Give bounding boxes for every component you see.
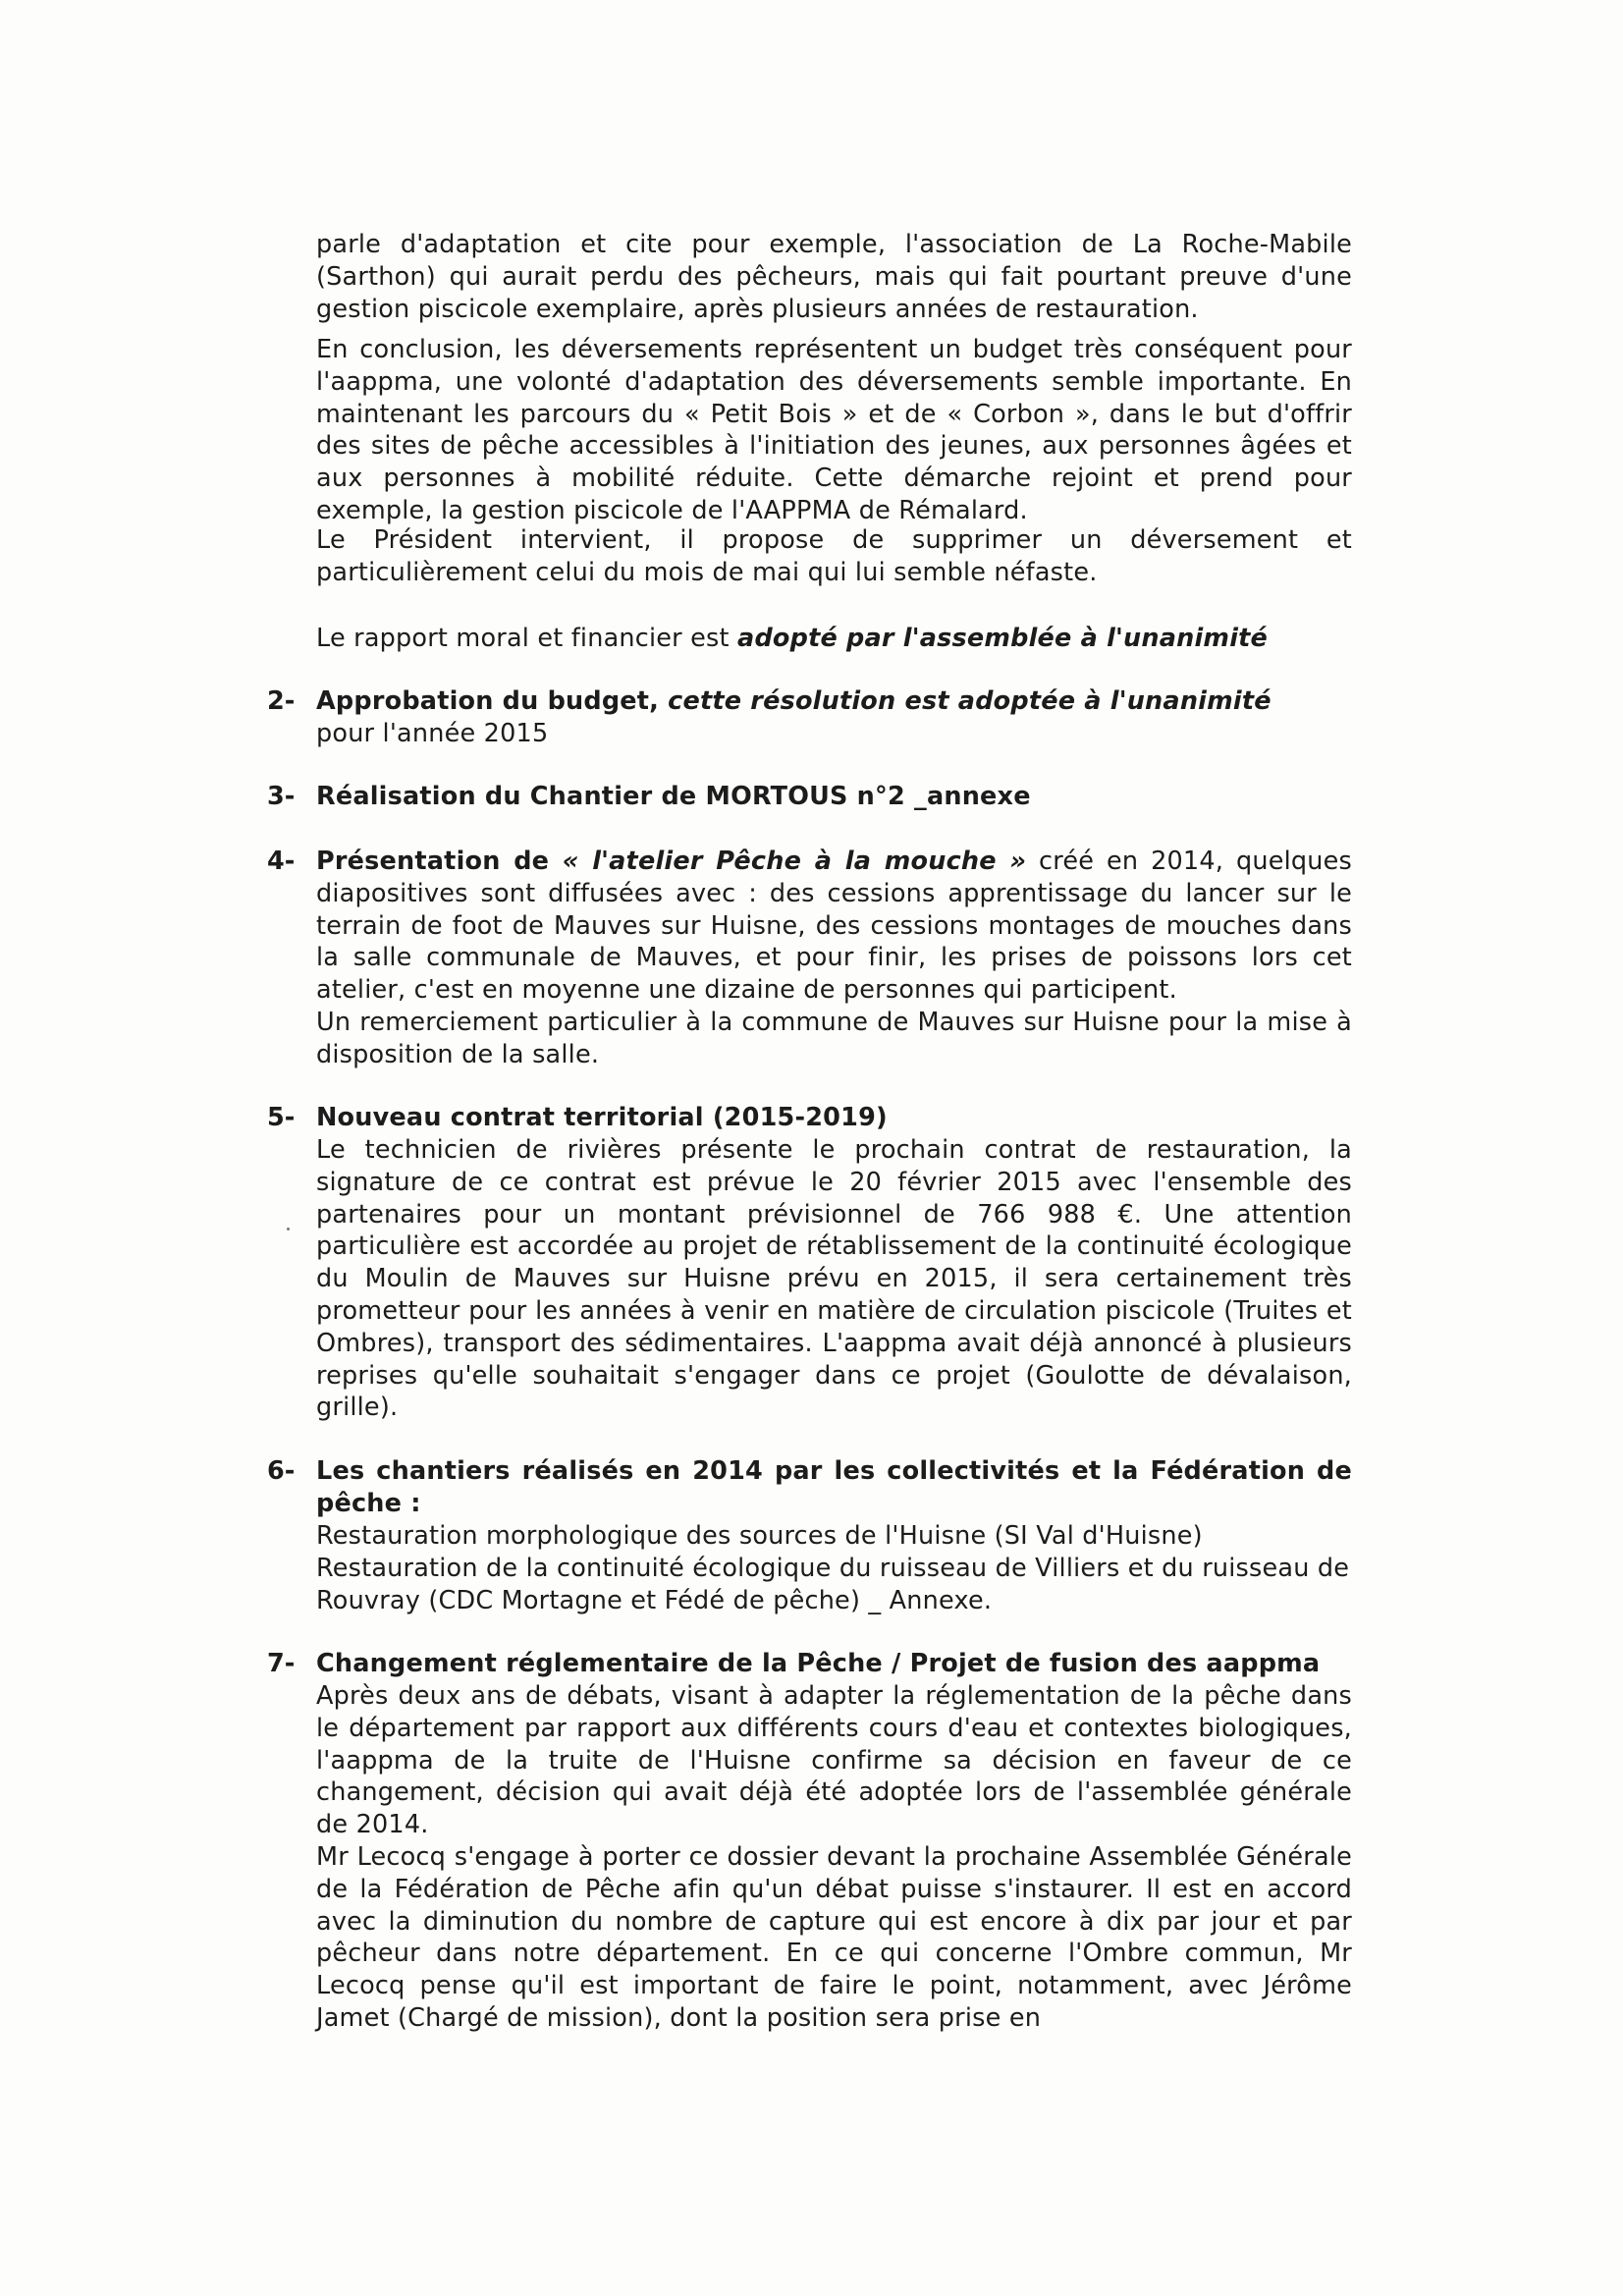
intro-paragraph-3: Le Président intervient, il propose de supprimer un déversement et particulièrement celui du mois de mai qui lui semble néfaste. [316,525,1352,587]
adoption-prefix: Le rapport moral et financier est [316,624,738,653]
item-6-number: 6- [267,1456,296,1486]
item-5-number: 5- [267,1103,296,1132]
item-7-body-2: Mr Lecocq s'engage à porter ce dossier devant la prochaine Assemblée Générale de la Fédération de Pêche afin qu'un débat puisse s'instaurer. Il est en accord avec la diminution du nombre de capture qui est encore à dix par jour et par pêcheur dans notre département. En ce qui concerne l'Ombre commun, Mr Lecocq pense qu'il est important de faire le point, notamment, avec Jérôme Jamet (Chargé de mission), dont la position sera prise en [316,1842,1352,2033]
intro-paragraph-2: En conclusion, les déversements représentent un budget très conséquent pour l'aappma, une volonté d'adaptation des déversements semble importante. En maintenant les parcours du « Petit Bois » et de « Corbon », dans le but d'offrir des sites de pêche accessibles à l'initiation des jeunes, aux personnes âgées et aux personnes à mobilité réduite. Cette démarche rejoint et prend pour exemple, la gestion piscicole de l'AAPPMA de Rémalard. [316,335,1352,525]
item-7-body: Après deux ans de débats, visant à adapter la réglementation de la pêche dans le département par rapport aux différents cours d'eau et contextes biologiques, l'aappma de la truite de l'Huisne confirme sa décision en faveur de ce changement, décision qui avait déjà été adoptée lors de l'assemblée générale de 2014. [316,1681,1352,1840]
item-5-body: Le technicien de rivières présente le prochain contrat de restauration, la signature de ce contrat est prévue le 20 février 2015 avec l'ensemble des partenaires pour un montant prévisionnel de 766 988 €. Une attention particulière est accordée au projet de rétablissement de la continuité écologique du Moulin de Mauves sur Huisne prévu en 2015, il sera certainement très prometteur pour les années à venir en matière de circulation piscicole (Truites et Ombres), transport des sédimentaires. L'aappma avait déjà annoncé à plusieurs reprises qu'elle souhaitait s'engager dans ce projet (Goulotte de dévalaison, grille). [316,1135,1352,1423]
intro-paragraph-1: parle d'adaptation et cite pour exemple, l'association de La Roche-Mabile (Sarthon) qui aurait perdu des pêcheurs, mais qui fait pourtant preuve d'une gestion piscicole exemplaire, après plusieurs années de restauration. [316,230,1352,324]
item-6-body-line-2: Restauration de la continuité écologique du ruisseau de Villiers et du ruisseau de Rouvray (CDC Mortagne et Fédé de pêche) _ Annexe. [316,1554,1350,1615]
item-2 [316,685,1352,750]
item-4-number: 4- [267,847,296,876]
item-7-title: Changement réglementaire de la Pêche / Projet de fusion des aappma [316,1649,1321,1678]
item-2-title: Approbation du budget, [316,686,660,716]
item-4 [316,846,1352,1007]
item-4-title: Présentation de [316,847,563,876]
item-6-title: Les chantiers réalisés en 2014 par les collectivités et la Fédération de pêche : [316,1456,1352,1518]
item-3-number: 3- [267,782,296,811]
adoption-statement [316,623,1352,655]
item-4-body: Un remerciement particulier à la commune de Mauves sur Huisne pour la mise à disposition de la salle. [316,1008,1352,1069]
item-3 [316,781,1352,813]
scan-speck [287,1228,290,1230]
item-5-title: Nouveau contrat territorial (2015-2019) [316,1103,888,1132]
item-3-title: Réalisation du Chantier de MORTOUS n°2 _annexe [316,782,1031,811]
item-6-body-line-1: Restauration morphologique des sources de l'Huisne (SI Val d'Huisne) [316,1521,1203,1551]
item-2-body: pour l'année 2015 [316,718,549,748]
item-4-description: créé en 2014, quelques diapositives sont diffusées avec : des cessions apprentissage du lancer sur le terrain de foot de Mauves sur Huisne, des cessions montages de mouches dans la salle communale de Mauves, et pour finir, les prises de poissons lors cet atelier, c'est en moyenne une dizaine de personnes qui participent. [316,847,1352,1006]
item-4-title-italic: « l'atelier Pêche à la mouche » [562,847,1027,876]
item-2-number: 2- [267,686,296,716]
item-2-title-italic: cette résolution est adoptée à l'unanimité [659,686,1271,716]
adoption-bold: adopté par l'assemblée à l'unanimité [737,624,1269,653]
item-7-number: 7- [267,1649,296,1678]
